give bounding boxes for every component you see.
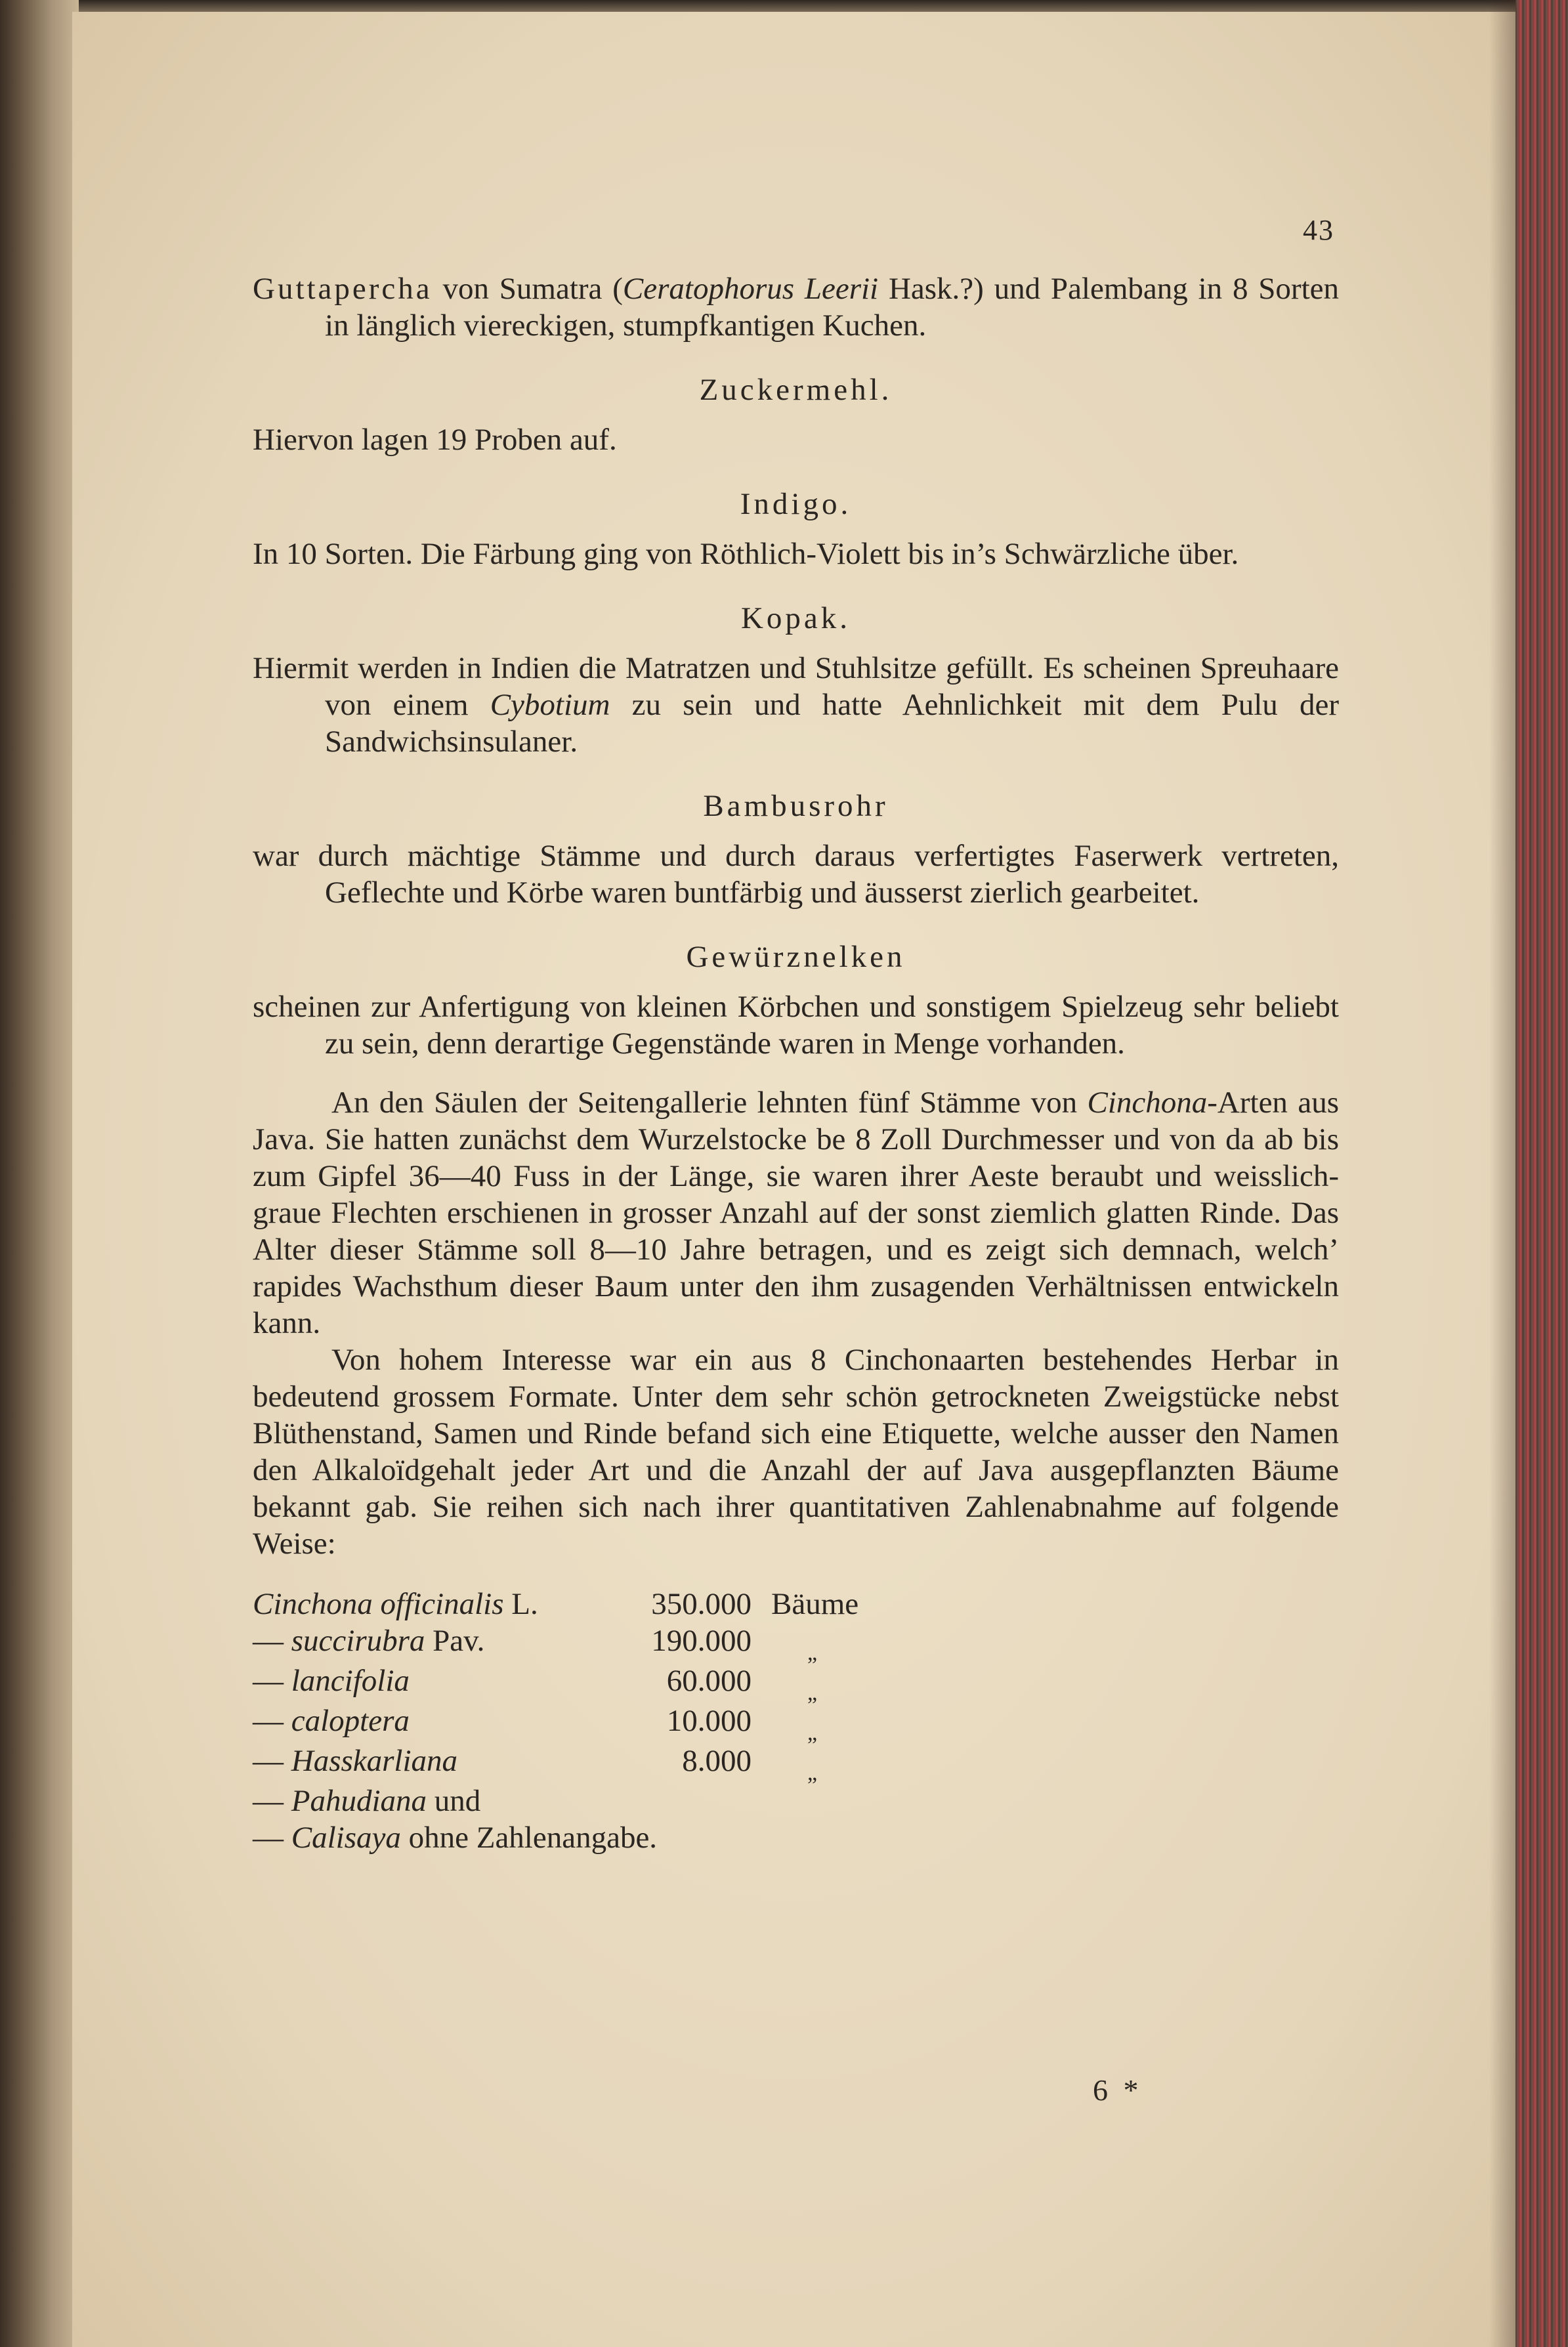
book-page-edges [1515,0,1568,2347]
table-row: Cinchona officinalis L. 350.000 Bäume [253,1587,859,1621]
table-row: — succirubra Pav. 190.000 $_„$ [253,1624,818,1665]
paragraph-herbar: Von hohem Interesse war ein aus 8 Cinchonaarten bestehendes Herbar in bedeutend grossem Formate. Unter dem sehr schön getrockneten Zweigstücke nebst Blüthenstand, Samen und Rinde befand sich eine Etiquette, welche ausser den Namen den Alkaloïdgehalt jeder Art und die Anzahl der auf Java ausgepflanzten Bäume bekannt gab. Sie reihen sich nach ihrer quantitativen Zahlenabnahme auf folgende Weise: [253,1343,1339,1561]
page-shadow [1489,0,1515,2347]
table-row: — caloptera 10.000 $_„$ [253,1704,818,1745]
entry-guttapercha: Guttapercha von Sumatra (Ceratophorus Leerii Hask.?) und Palembang in 8 Sorten in länglich viereckigen, stumpfkantigen Kuchen. [253,272,1339,343]
heading-gewuerznelken: Gewürznelken [686,940,906,974]
table-row: — lancifolia 60.000 $_„$ [253,1664,818,1705]
page-text [253,270,1339,1856]
entry-zuckermehl: Hiervon lagen 19 Proben auf. [253,423,617,457]
signature-mark: 6 * [1093,2073,1143,2107]
heading-indigo: Indigo. [740,487,852,521]
entry-gewuerznelken: scheinen zur Anfertigung von kleinen Körbchen und sonstigem Spielzeug sehr beliebt zu sein, denn derartige Gegenstände waren in Menge vorhanden. [253,990,1339,1061]
heading-kopak: Kopak. [740,601,851,635]
book-binding [0,0,79,2347]
table-row: — Calisaya ohne Zahlenangabe. [253,1821,658,1855]
entry-bambusrohr: war durch mächtige Stämme und durch daraus verfertigtes Faserwerk vertreten, Geflechte und Körbe waren buntfärbig und äusserst zierlich gearbeitet. [253,839,1339,910]
table-row: — Hasskarliana 8.000 $_„$ [253,1744,818,1785]
heading-bambusrohr: Bambusrohr [703,789,889,823]
entry-indigo: In 10 Sorten. Die Färbung ging von Röthlich-Violett bis in’s Schwärzliche über. [253,537,1239,571]
species-table [253,1586,968,1856]
page-top-edge [0,0,1568,12]
page-number: 43 [1303,214,1334,246]
entry-kopak: Hiermit werden in Indien die Matratzen und Stuhlsitze gefüllt. Es scheinen Spreuhaare von einem Cybotium zu sein und hatte Aehnlichkeit mit dem Pulu der Sandwichsinsulaner. [253,651,1339,759]
paragraph-cinchona: An den Säulen der Seitengallerie lehnten fünf Stämme von Cinchona-Arten aus Java. Sie hatten zunächst dem Wurzelstocke be 8 Zoll Durchmesser und von da ab bis zum Gipfel 36—40 Fuss in der Länge, sie waren ihrer Aeste beraubt und weisslich-graue Flechten erschienen in grosser Anzahl auf der sonst ziemlich glatten Rinde. Das Alter dieser Stämme soll 8—10 Jahre betragen, und es zeigt sich demnach, welch’ rapides Wachsthum dieser Baum unter den ihm zusagenden Verhältnissen entwickeln kann. [253,1086,1339,1340]
heading-zuckermehl: Zuckermehl. [699,373,893,407]
table-row: — Pahudiana und [253,1784,481,1818]
